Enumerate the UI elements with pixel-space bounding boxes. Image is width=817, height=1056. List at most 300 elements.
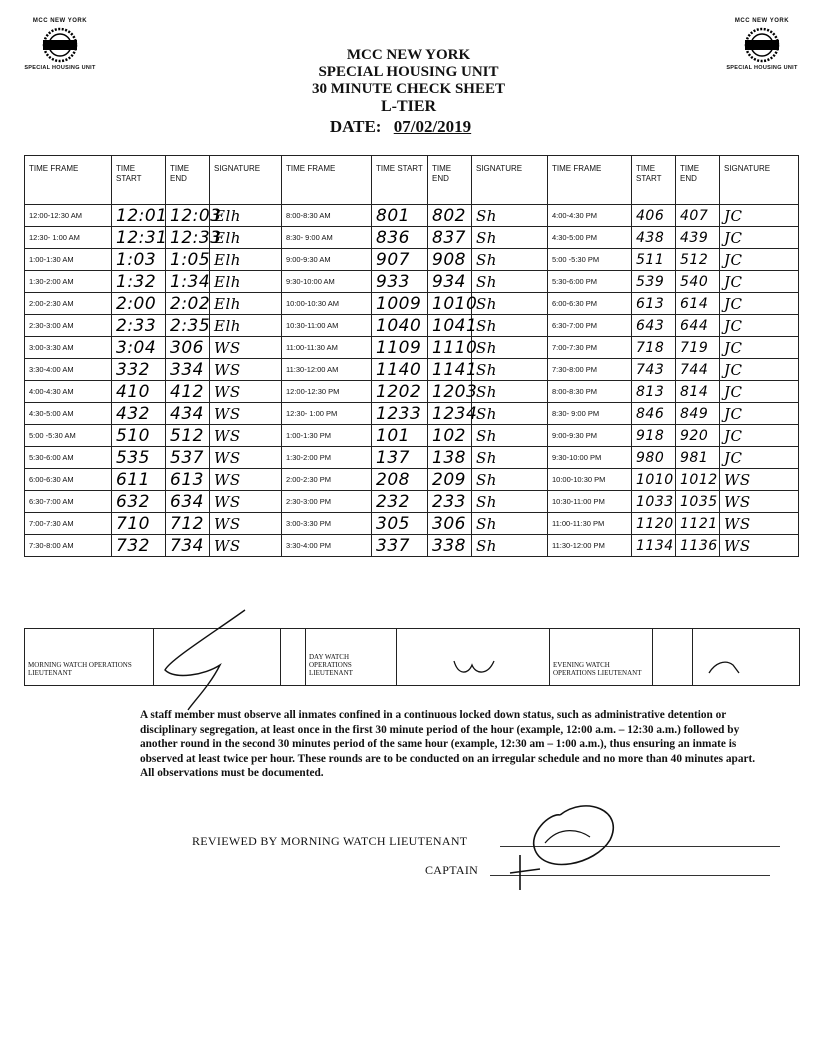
- time-end-value: 634: [170, 491, 204, 512]
- time-start-cell[interactable]: [372, 425, 428, 447]
- time-end-value: 920: [680, 427, 709, 444]
- signature-value: JC: [724, 338, 743, 357]
- signature-cell[interactable]: [210, 337, 282, 359]
- signature-cell[interactable]: [472, 381, 548, 403]
- time-end-cell[interactable]: [676, 469, 720, 491]
- signature-value: Sh: [476, 492, 497, 511]
- signature-value: JC: [724, 294, 743, 313]
- captain-signature-mark: [500, 795, 630, 895]
- time-start-cell[interactable]: [112, 205, 166, 227]
- time-start-value: 1:32: [116, 271, 157, 292]
- time-start-value: 410: [116, 381, 150, 402]
- signature-value: Sh: [476, 536, 497, 555]
- time-end-cell[interactable]: [676, 249, 720, 271]
- signature-value: JC: [724, 382, 743, 401]
- time-frame-cell: 12:00-12:30 AM: [25, 205, 112, 227]
- time-frame-cell: 7:00-7:30 AM: [25, 513, 112, 535]
- signature-cell[interactable]: [210, 271, 282, 293]
- signature-cell[interactable]: [472, 491, 548, 513]
- time-start-value: 1009: [376, 293, 422, 314]
- time-start-cell[interactable]: [632, 205, 676, 227]
- signature-cell[interactable]: [210, 491, 282, 513]
- time-end-value: 934: [432, 271, 466, 292]
- signature-cell[interactable]: [472, 337, 548, 359]
- logo-top-text: MCC NEW YORK: [32, 18, 88, 24]
- time-frame-cell: 9:30-10:00 AM: [282, 271, 372, 293]
- time-start-cell[interactable]: [372, 403, 428, 425]
- morning-watch-label-cell: [25, 629, 154, 685]
- time-start-value: 332: [116, 359, 150, 380]
- time-end-cell[interactable]: [428, 227, 472, 249]
- time-start-cell[interactable]: [112, 359, 166, 381]
- col-header-time-frame: TIME FRAME: [25, 156, 112, 205]
- time-frame-cell: 6:30-7:00 PM: [548, 315, 632, 337]
- time-end-cell[interactable]: [166, 447, 210, 469]
- time-end-value: 1234: [432, 403, 478, 424]
- time-start-cell[interactable]: [112, 469, 166, 491]
- signature-cell[interactable]: [720, 469, 799, 491]
- time-end-cell[interactable]: [676, 403, 720, 425]
- table-row: [25, 227, 799, 249]
- col-header-signature: SIGNATURE: [210, 156, 282, 205]
- time-end-value: 2:35: [170, 315, 211, 336]
- signature-cell[interactable]: [210, 469, 282, 491]
- time-start-cell[interactable]: [372, 205, 428, 227]
- time-frame-cell: 2:30-3:00 AM: [25, 315, 112, 337]
- signature-value: Sh: [476, 404, 497, 423]
- time-end-cell[interactable]: [676, 513, 720, 535]
- col-header-signature: SIGNATURE: [472, 156, 548, 205]
- signature-value: WS: [724, 470, 751, 489]
- time-start-value: 1033: [636, 493, 674, 510]
- time-start-cell[interactable]: [372, 447, 428, 469]
- time-start-cell[interactable]: [372, 381, 428, 403]
- time-start-cell[interactable]: [112, 447, 166, 469]
- time-frame-cell: 10:30-11:00 PM: [548, 491, 632, 513]
- signature-cell[interactable]: [720, 491, 799, 513]
- signature-cell[interactable]: [210, 513, 282, 535]
- time-start-value: 1140: [376, 359, 422, 380]
- col-header-time-end: TIME END: [428, 156, 472, 205]
- time-end-cell[interactable]: [428, 205, 472, 227]
- signature-cell[interactable]: [210, 359, 282, 381]
- time-end-cell[interactable]: [166, 337, 210, 359]
- time-frame-cell: 2:00-2:30 PM: [282, 469, 372, 491]
- time-frame-cell: 12:30- 1:00 PM: [282, 403, 372, 425]
- signature-value: Sh: [476, 294, 497, 313]
- captain-signature-line[interactable]: [490, 875, 770, 876]
- time-frame-cell: 11:00-11:30 PM: [548, 513, 632, 535]
- signature-cell[interactable]: [472, 425, 548, 447]
- time-frame-cell: 1:00-1:30 PM: [282, 425, 372, 447]
- signature-cell[interactable]: [210, 381, 282, 403]
- time-start-cell[interactable]: [632, 227, 676, 249]
- time-frame-cell: 10:00-10:30 AM: [282, 293, 372, 315]
- time-start-value: 438: [636, 229, 665, 246]
- time-end-cell[interactable]: [676, 293, 720, 315]
- signature-cell[interactable]: [472, 315, 548, 337]
- time-start-cell[interactable]: [112, 337, 166, 359]
- time-end-cell[interactable]: [428, 315, 478, 337]
- signature-cell[interactable]: [472, 513, 548, 535]
- signature-cell[interactable]: [210, 447, 282, 469]
- time-start-cell[interactable]: [112, 425, 166, 447]
- signature-cell[interactable]: [720, 293, 799, 315]
- signature-value: JC: [724, 272, 743, 291]
- time-end-cell[interactable]: [166, 535, 210, 557]
- time-end-value: 102: [432, 425, 466, 446]
- table-row: [25, 513, 799, 535]
- signature-cell[interactable]: [720, 403, 799, 425]
- time-end-cell[interactable]: [428, 381, 478, 403]
- time-end-cell[interactable]: [428, 271, 472, 293]
- signature-value: Sh: [476, 206, 497, 225]
- time-end-value: 1035: [680, 493, 718, 510]
- time-start-cell[interactable]: [632, 447, 676, 469]
- time-end-value: 306: [432, 513, 466, 534]
- time-frame-cell: 5:00 -5:30 AM: [25, 425, 112, 447]
- time-start-cell[interactable]: [372, 513, 428, 535]
- time-start-cell[interactable]: [632, 425, 676, 447]
- time-end-cell[interactable]: [166, 249, 210, 271]
- time-frame-cell: 8:00-8:30 PM: [548, 381, 632, 403]
- time-end-cell[interactable]: [428, 337, 478, 359]
- table-row: [25, 249, 799, 271]
- table-row: [25, 293, 799, 315]
- time-frame-cell: 12:00-12:30 PM: [282, 381, 372, 403]
- time-end-cell[interactable]: [166, 205, 222, 227]
- signature-cell[interactable]: [720, 249, 799, 271]
- time-end-cell[interactable]: [428, 249, 472, 271]
- signature-cell[interactable]: [720, 381, 799, 403]
- time-end-cell[interactable]: [676, 447, 720, 469]
- time-start-cell[interactable]: [632, 469, 676, 491]
- signature-value: WS: [214, 360, 241, 379]
- table-header-row: [25, 156, 799, 205]
- time-start-value: 933: [376, 271, 410, 292]
- signature-value: WS: [724, 536, 751, 555]
- time-start-value: 510: [116, 425, 150, 446]
- time-frame-cell: 11:00-11:30 AM: [282, 337, 372, 359]
- col-header-time-end: TIME END: [166, 156, 210, 205]
- time-start-cell[interactable]: [632, 359, 676, 381]
- time-start-cell[interactable]: [632, 381, 676, 403]
- time-start-cell[interactable]: [372, 249, 428, 271]
- time-end-cell[interactable]: [676, 315, 720, 337]
- signature-value: Sh: [476, 228, 497, 247]
- signature-value: Sh: [476, 426, 497, 445]
- col-header-time-frame: TIME FRAME: [548, 156, 632, 205]
- time-start-cell[interactable]: [632, 249, 676, 271]
- time-start-cell[interactable]: [372, 337, 428, 359]
- time-end-value: 1203: [432, 381, 478, 402]
- table-row: [25, 337, 799, 359]
- signature-cell[interactable]: [210, 293, 282, 315]
- time-frame-cell: 3:30-4:00 PM: [282, 535, 372, 557]
- time-end-cell[interactable]: [676, 491, 720, 513]
- time-end-cell[interactable]: [166, 359, 210, 381]
- time-start-value: 1:03: [116, 249, 157, 270]
- col-header-time-start: TIME START: [632, 156, 676, 205]
- time-end-value: 814: [680, 383, 709, 400]
- time-start-cell[interactable]: [112, 315, 166, 337]
- watch-signoff-strip: [24, 628, 800, 686]
- time-end-cell[interactable]: [676, 359, 720, 381]
- time-start-value: 846: [636, 405, 665, 422]
- time-end-value: 540: [680, 273, 709, 290]
- time-start-value: 1120: [636, 515, 674, 532]
- signature-cell[interactable]: [210, 249, 282, 271]
- time-end-value: 1041: [432, 315, 478, 336]
- signature-cell[interactable]: [720, 205, 799, 227]
- time-end-cell[interactable]: [166, 315, 210, 337]
- time-end-cell[interactable]: [676, 205, 720, 227]
- time-frame-cell: 9:00-9:30 AM: [282, 249, 372, 271]
- time-frame-cell: 4:30-5:00 PM: [548, 227, 632, 249]
- signature-cell[interactable]: [472, 205, 548, 227]
- time-end-cell[interactable]: [428, 447, 472, 469]
- signature-cell[interactable]: [472, 403, 548, 425]
- time-end-cell[interactable]: [166, 491, 210, 513]
- day-watch-signature-cell[interactable]: [397, 629, 550, 685]
- signature-value: WS: [214, 448, 241, 467]
- signature-value: JC: [724, 448, 743, 467]
- time-end-value: 614: [680, 295, 709, 312]
- time-end-value: 512: [170, 425, 204, 446]
- time-start-cell[interactable]: [112, 403, 166, 425]
- signature-cell[interactable]: [472, 227, 548, 249]
- time-start-value: 305: [376, 513, 410, 534]
- time-end-value: 712: [170, 513, 204, 534]
- time-end-value: 512: [680, 251, 709, 268]
- check-log-table: [24, 155, 799, 557]
- time-end-cell[interactable]: [676, 227, 720, 249]
- signature-cell[interactable]: [720, 271, 799, 293]
- signature-cell[interactable]: [472, 271, 548, 293]
- time-end-value: 537: [170, 447, 204, 468]
- time-frame-cell: 3:00-3:30 PM: [282, 513, 372, 535]
- signature-value: Sh: [476, 338, 497, 357]
- signature-cell[interactable]: [720, 359, 799, 381]
- time-end-value: 1141: [432, 359, 478, 380]
- time-end-value: 719: [680, 339, 709, 356]
- time-start-value: 632: [116, 491, 150, 512]
- signature-cell[interactable]: [210, 227, 282, 249]
- day-watch-label-cell: [306, 629, 397, 685]
- signature-cell[interactable]: [472, 447, 548, 469]
- time-start-cell[interactable]: [632, 491, 676, 513]
- time-end-cell[interactable]: [428, 403, 478, 425]
- signature-cell[interactable]: [210, 425, 282, 447]
- table-row: [25, 403, 799, 425]
- time-end-cell[interactable]: [166, 381, 210, 403]
- time-start-cell[interactable]: [372, 469, 428, 491]
- table-row: [25, 425, 799, 447]
- time-start-cell[interactable]: [372, 359, 428, 381]
- time-end-cell[interactable]: [428, 425, 472, 447]
- time-end-value: 981: [680, 449, 709, 466]
- time-frame-cell: 7:30-8:00 AM: [25, 535, 112, 557]
- signature-cell[interactable]: [472, 469, 548, 491]
- date-line: [0, 117, 817, 137]
- time-start-value: 907: [376, 249, 410, 270]
- evening-watch-label-cell: [550, 629, 653, 685]
- time-start-cell[interactable]: [112, 535, 166, 557]
- time-frame-cell: 5:30-6:00 PM: [548, 271, 632, 293]
- signature-cell[interactable]: [720, 315, 799, 337]
- table-row: [25, 447, 799, 469]
- time-start-value: 511: [636, 251, 665, 268]
- time-end-value: 2:02: [170, 293, 211, 314]
- table-row: [25, 359, 799, 381]
- time-end-value: 338: [432, 535, 466, 556]
- signature-value: Sh: [476, 250, 497, 269]
- time-frame-cell: 2:00-2:30 AM: [25, 293, 112, 315]
- time-frame-cell: 6:00-6:30 PM: [548, 293, 632, 315]
- time-start-value: 432: [116, 403, 150, 424]
- time-end-cell[interactable]: [428, 293, 478, 315]
- signature-value: Elh: [214, 250, 241, 269]
- signature-cell[interactable]: [720, 513, 799, 535]
- time-start-value: 743: [636, 361, 665, 378]
- time-start-cell[interactable]: [632, 513, 676, 535]
- morning-watch-signature-cell[interactable]: [154, 629, 281, 685]
- signature-cell[interactable]: [472, 249, 548, 271]
- time-start-value: 801: [376, 205, 410, 226]
- evening-watch-signature-cell[interactable]: [693, 629, 799, 685]
- time-end-cell[interactable]: [428, 491, 472, 513]
- time-end-cell[interactable]: [166, 469, 210, 491]
- time-end-cell[interactable]: [166, 403, 210, 425]
- signature-cell[interactable]: [472, 359, 548, 381]
- signature-value: Sh: [476, 448, 497, 467]
- time-end-cell[interactable]: [166, 227, 222, 249]
- time-start-cell[interactable]: [372, 315, 428, 337]
- signature-cell[interactable]: [472, 535, 548, 557]
- time-start-value: 3:04: [116, 337, 157, 358]
- signature-value: WS: [214, 426, 241, 445]
- time-start-value: 1109: [376, 337, 422, 358]
- time-start-cell[interactable]: [632, 293, 676, 315]
- time-end-cell[interactable]: [428, 359, 478, 381]
- time-frame-cell: 11:30-12:00 AM: [282, 359, 372, 381]
- time-start-value: 12:01: [116, 205, 168, 226]
- time-start-value: 535: [116, 447, 150, 468]
- time-start-value: 1010: [636, 471, 674, 488]
- time-start-value: 710: [116, 513, 150, 534]
- time-end-cell[interactable]: [166, 513, 210, 535]
- time-end-value: 849: [680, 405, 709, 422]
- signature-cell[interactable]: [472, 293, 548, 315]
- signature-value: JC: [724, 360, 743, 379]
- signature-cell[interactable]: [720, 535, 799, 557]
- time-end-value: 644: [680, 317, 709, 334]
- time-end-cell[interactable]: [428, 535, 472, 557]
- time-end-cell[interactable]: [166, 293, 210, 315]
- signature-value: Sh: [476, 316, 497, 335]
- time-frame-cell: 8:00-8:30 AM: [282, 205, 372, 227]
- signature-value: Sh: [476, 360, 497, 379]
- time-frame-cell: 5:30-6:00 AM: [25, 447, 112, 469]
- time-start-cell[interactable]: [372, 271, 428, 293]
- signature-value: JC: [724, 404, 743, 423]
- time-end-cell[interactable]: [166, 271, 210, 293]
- signature-cell[interactable]: [210, 403, 282, 425]
- time-frame-cell: 5:00 -5:30 PM: [548, 249, 632, 271]
- time-end-cell[interactable]: [676, 425, 720, 447]
- time-end-value: 734: [170, 535, 204, 556]
- table-row: [25, 491, 799, 513]
- time-end-value: 439: [680, 229, 709, 246]
- time-start-cell[interactable]: [112, 513, 166, 535]
- time-end-cell[interactable]: [676, 337, 720, 359]
- review-signature-line[interactable]: [500, 846, 780, 847]
- time-start-cell[interactable]: [372, 535, 428, 557]
- time-start-value: 980: [636, 449, 665, 466]
- time-frame-cell: 7:30-8:00 PM: [548, 359, 632, 381]
- time-start-cell[interactable]: [632, 535, 676, 557]
- time-end-cell[interactable]: [676, 535, 720, 557]
- time-frame-cell: 3:00-3:30 AM: [25, 337, 112, 359]
- signature-cell[interactable]: [720, 227, 799, 249]
- time-end-value: 407: [680, 207, 709, 224]
- time-start-cell[interactable]: [112, 249, 166, 271]
- time-end-value: 412: [170, 381, 204, 402]
- time-start-cell[interactable]: [112, 381, 166, 403]
- time-end-value: 434: [170, 403, 204, 424]
- time-start-cell[interactable]: [632, 337, 676, 359]
- time-start-cell[interactable]: [372, 491, 428, 513]
- signature-cell[interactable]: [720, 425, 799, 447]
- time-start-cell[interactable]: [632, 315, 676, 337]
- time-start-cell[interactable]: [112, 293, 166, 315]
- time-start-cell[interactable]: [372, 293, 428, 315]
- signature-value: WS: [214, 470, 241, 489]
- time-start-cell[interactable]: [372, 227, 428, 249]
- time-frame-cell: 10:30-11:00 AM: [282, 315, 372, 337]
- time-start-cell[interactable]: [112, 271, 166, 293]
- time-start-cell[interactable]: [112, 227, 166, 249]
- time-end-cell[interactable]: [676, 271, 720, 293]
- signature-value: WS: [214, 404, 241, 423]
- time-end-value: 1010: [432, 293, 478, 314]
- time-start-value: 2:00: [116, 293, 157, 314]
- time-start-cell[interactable]: [632, 271, 676, 293]
- tier-label: L-TIER: [380, 98, 437, 115]
- time-end-cell[interactable]: [676, 381, 720, 403]
- signature-cell[interactable]: [210, 315, 282, 337]
- signature-value: JC: [724, 228, 743, 247]
- table-row: [25, 535, 799, 557]
- time-start-cell[interactable]: [112, 491, 166, 513]
- time-start-value: 539: [636, 273, 665, 290]
- table-row: [25, 315, 799, 337]
- time-end-cell[interactable]: [166, 425, 210, 447]
- signature-cell[interactable]: [720, 447, 799, 469]
- signature-value: WS: [214, 514, 241, 533]
- time-start-cell[interactable]: [632, 403, 676, 425]
- time-end-cell[interactable]: [428, 469, 472, 491]
- signature-cell[interactable]: [720, 337, 799, 359]
- time-start-value: 1134: [636, 537, 674, 554]
- signature-value: Sh: [476, 470, 497, 489]
- signature-cell[interactable]: [210, 535, 282, 557]
- signature-cell[interactable]: [210, 205, 282, 227]
- time-frame-cell: 4:00-4:30 AM: [25, 381, 112, 403]
- time-end-value: 138: [432, 447, 466, 468]
- time-end-value: 209: [432, 469, 466, 490]
- time-end-cell[interactable]: [428, 513, 472, 535]
